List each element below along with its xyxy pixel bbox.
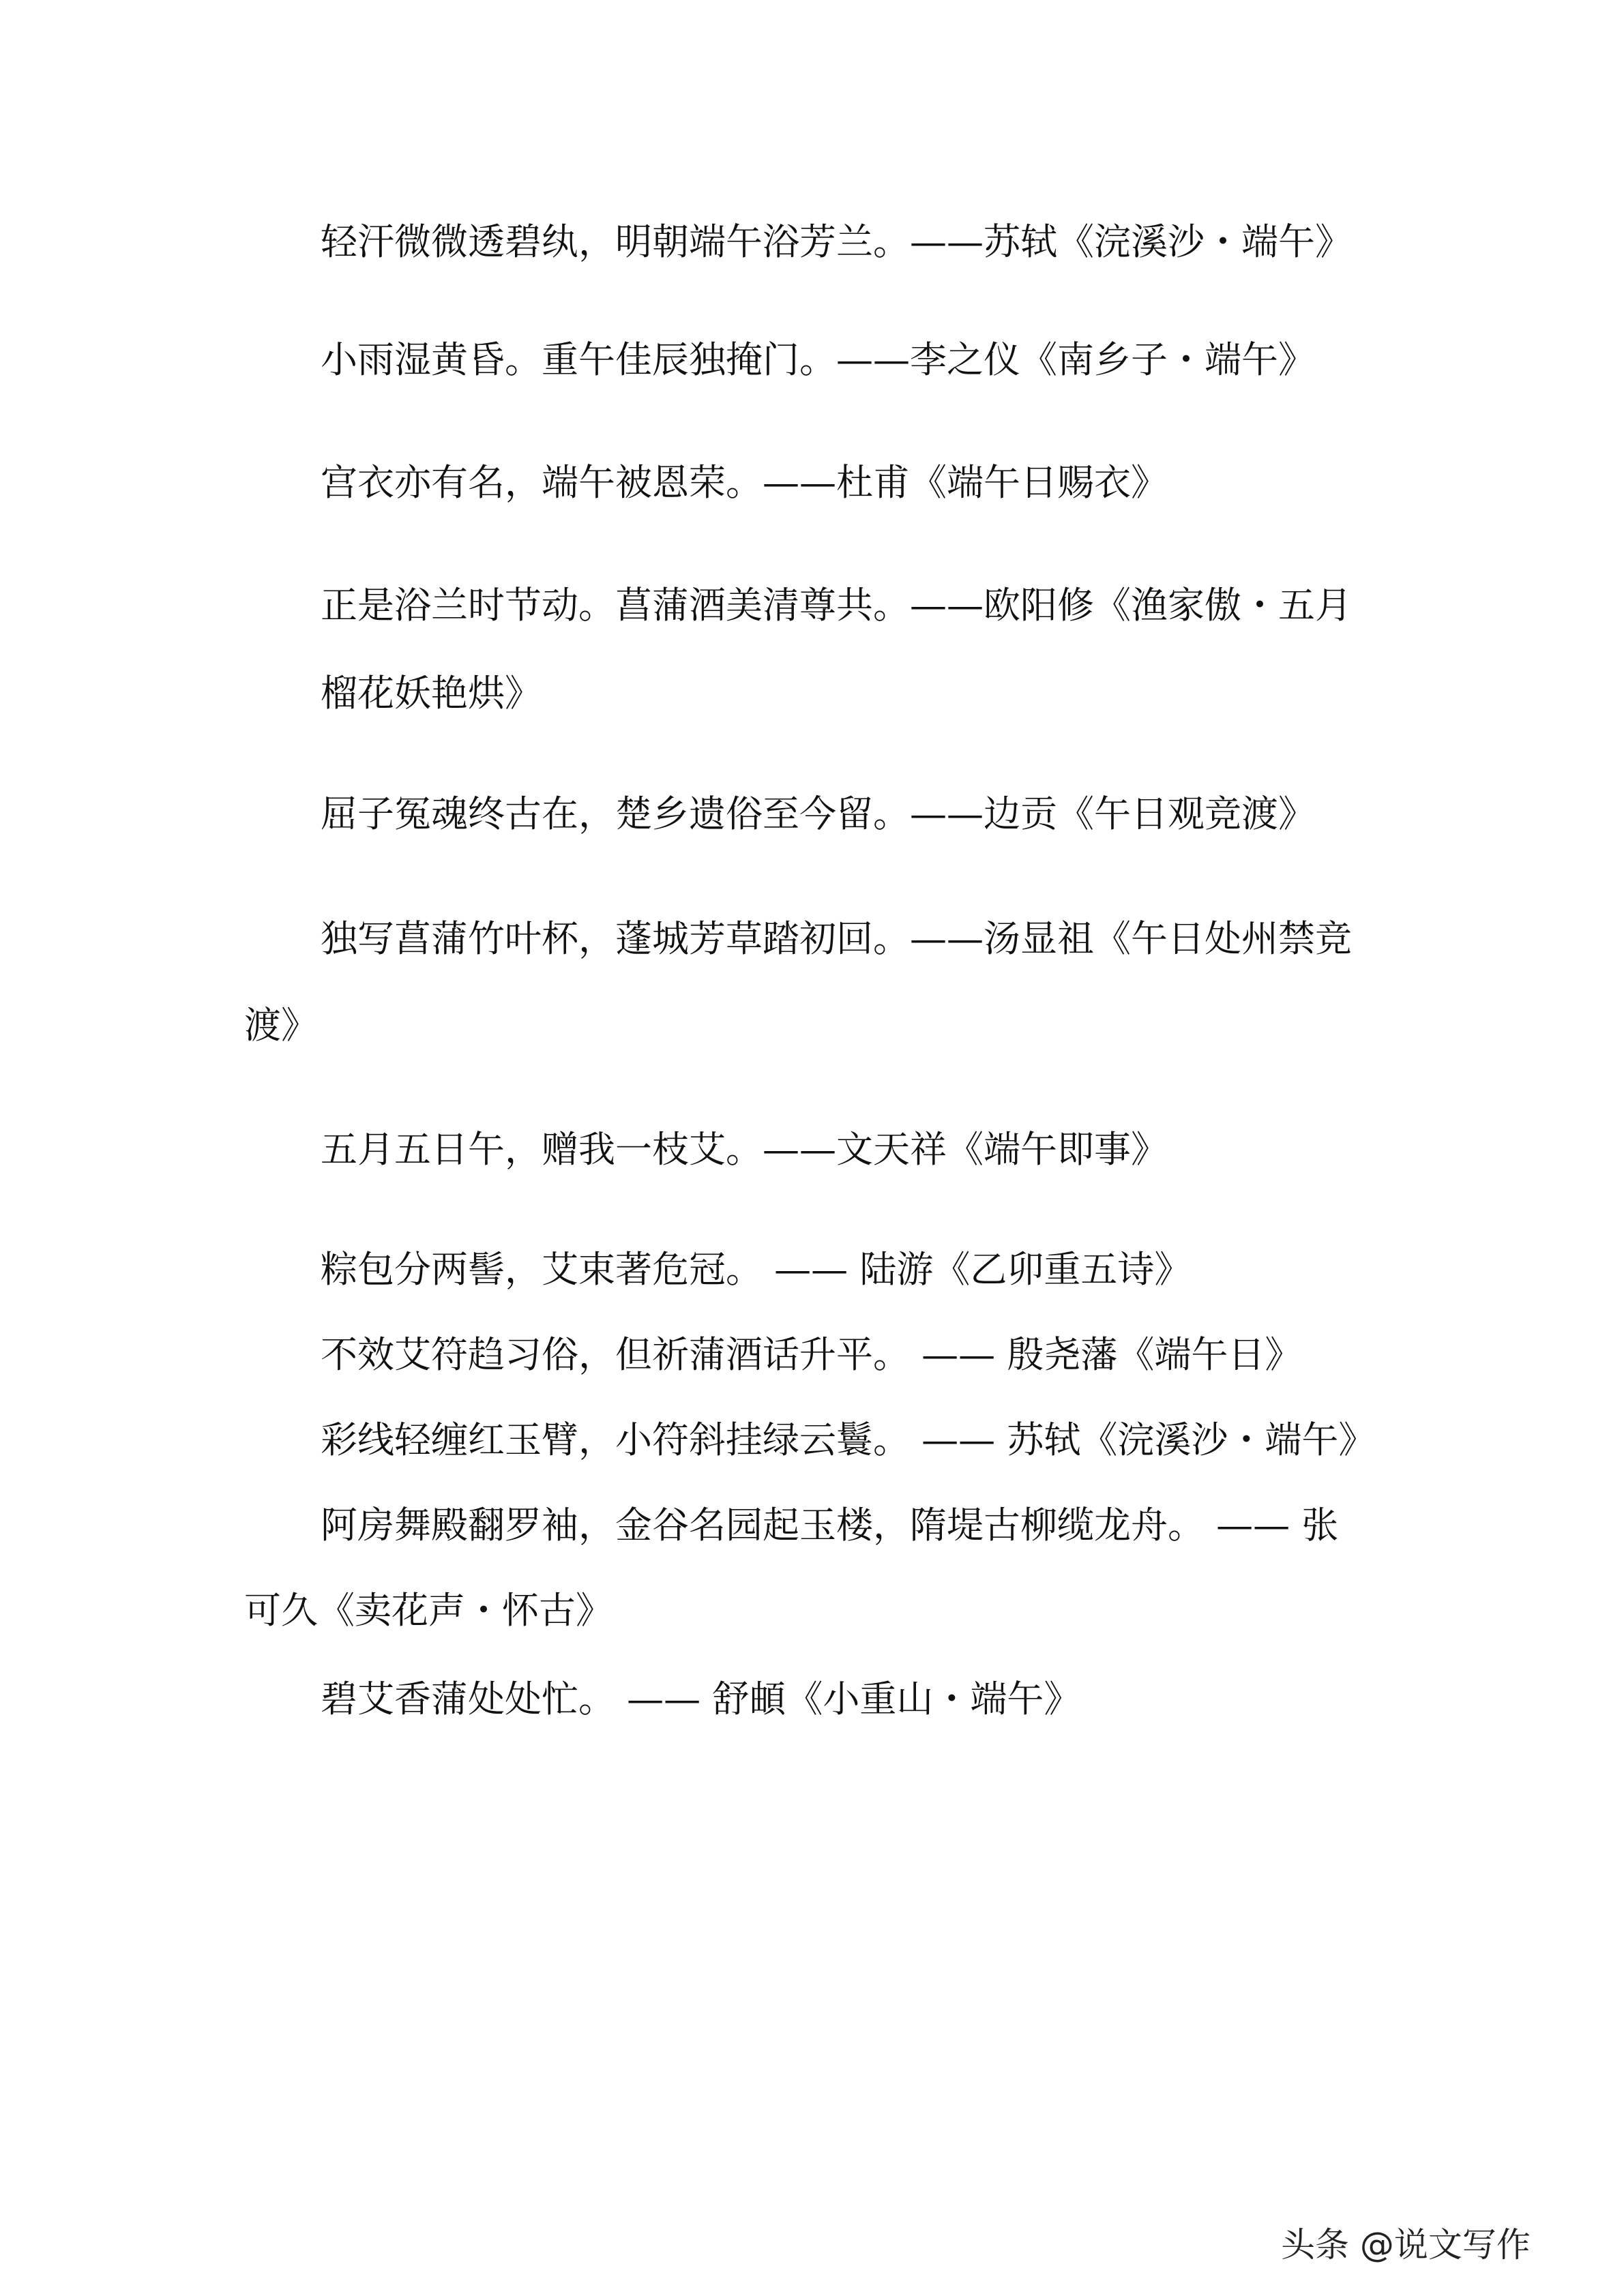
poem-line-5: 屈子冤魂终古在，楚乡遗俗至今留。——边贡《午日观竞渡》 xyxy=(321,792,1315,835)
poem-line-12: 碧艾香蒲处处忙。 —— 舒頔《小重山・端午》 xyxy=(321,1678,1081,1720)
poem-line-1: 轻汗微微透碧纨，明朝端午浴芳兰。——苏轼《浣溪沙・端午》 xyxy=(321,220,1352,263)
poem-line-3: 宫衣亦有名，端午被恩荣。——杜甫《端午日赐衣》 xyxy=(321,461,1168,504)
poem-line-8: 粽包分两髻，艾束著危冠。 —— 陆游《乙卯重五诗》 xyxy=(321,1248,1192,1291)
poem-line-4-continued: 榴花妖艳烘》 xyxy=(321,672,542,715)
poem-line-7: 五月五日午，赠我一枝艾。——文天祥《端午即事》 xyxy=(321,1128,1168,1171)
poem-line-4: 正是浴兰时节动。菖蒲酒美清尊共。——欧阳修《渔家傲・五月 xyxy=(321,584,1352,627)
watermark: 头条 @说文写作 xyxy=(1281,2225,1531,2265)
poem-line-6-continued: 渡》 xyxy=(244,1004,318,1047)
poem-line-9: 不效艾符趋习俗，但祈蒲酒话升平。 —— 殷尧藩《端午日》 xyxy=(321,1333,1302,1376)
poem-line-2: 小雨湿黄昏。重午佳辰独掩门。——李之仪《南乡子・端午》 xyxy=(321,338,1315,381)
poem-line-6: 独写菖蒲竹叶杯，蓬城芳草踏初回。——汤显祖《午日处州禁竞 xyxy=(321,917,1352,960)
poem-line-11: 阿房舞殿翻罗袖，金谷名园起玉楼，隋堤古柳缆龙舟。 —— 张 xyxy=(321,1504,1339,1547)
poem-line-10: 彩线轻缠红玉臂，小符斜挂绿云鬟。 —— 苏轼《浣溪沙・端午》 xyxy=(321,1418,1376,1461)
poem-line-11-continued: 可久《卖花声・怀古》 xyxy=(244,1589,612,1632)
